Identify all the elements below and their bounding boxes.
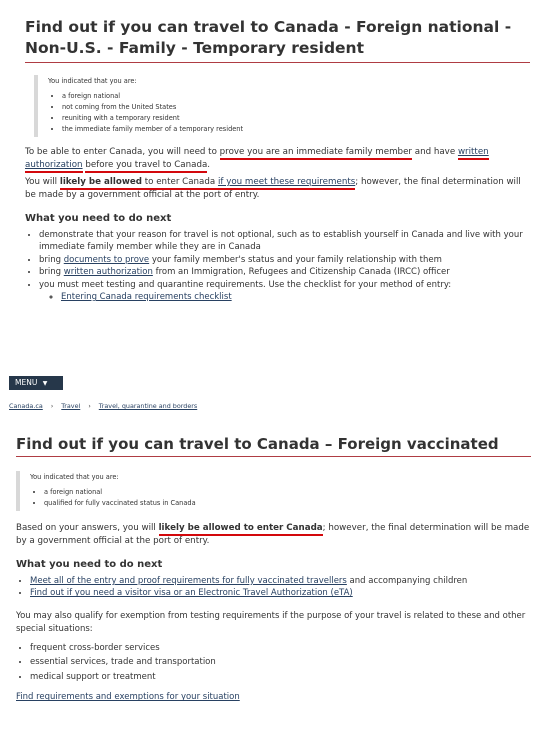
list-item: • frequent cross-border services — [30, 641, 531, 656]
breadcrumb-travel-quarantine[interactable]: Travel, quarantine and borders — [98, 402, 198, 410]
text: and have — [411, 147, 458, 157]
answers-list — [30, 487, 531, 509]
answer-item: • a foreign national — [62, 91, 530, 102]
determination-paragraph-2 — [16, 522, 531, 547]
visa-eta-link[interactable]: Find out if you need a visitor visa or an Electronic Travel Authorization (eTA) — [30, 588, 353, 599]
answers-summary — [34, 75, 530, 137]
list-item — [39, 254, 530, 266]
next-steps-heading: What you need to do next — [25, 213, 172, 224]
text: Based on your answers, you will — [16, 523, 159, 533]
text: your family member's status and your family relationship with them — [149, 254, 442, 265]
exemption-paragraph: You may also qualify for exemption from testing requirements if the purpose of your travel is related to these and other special situations: — [16, 610, 526, 634]
text: bring — [39, 254, 64, 265]
page-title: Find out if you can travel to Canada - Foreign national - Non-U.S. - Family - Temporary resident — [25, 17, 530, 63]
likely-allowed-text: likely be allowed — [60, 177, 142, 190]
text: You will — [25, 177, 60, 187]
next-steps-list-2 — [16, 575, 531, 600]
text: ; however, the final determination will be made by a government official at the port of entry. — [16, 523, 530, 546]
entry-requirements-link[interactable]: Meet all of the entry and proof requirements for fully vaccinated travellers — [30, 576, 347, 586]
breadcrumb-travel[interactable]: Travel — [61, 402, 81, 410]
breadcrumb — [9, 402, 201, 410]
section-temporary-resident — [25, 0, 530, 303]
menu-label: MENU — [15, 378, 38, 387]
likely-allowed-text: likely be allowed to enter Canada — [159, 523, 323, 536]
chevron-down-icon: ▼ — [42, 380, 48, 387]
checklist-link[interactable]: Entering Canada requirements checklist — [61, 292, 232, 303]
menu-button[interactable] — [9, 376, 63, 390]
list-item — [39, 279, 530, 304]
text: bring — [39, 267, 64, 278]
answer-item: • reuniting with a temporary resident — [62, 113, 530, 124]
determination-paragraph — [25, 176, 530, 201]
answer-item: • the immediate family member of a temporary resident — [62, 124, 530, 135]
text: to enter Canada — [142, 177, 218, 190]
next-steps-list — [25, 229, 530, 303]
section-foreign-vaccinated — [16, 434, 531, 702]
sub-list — [39, 291, 530, 303]
written-authorization-link-2[interactable]: written authorization — [63, 267, 153, 278]
list-item: • essential services, trade and transportation — [30, 655, 531, 670]
text: you must meet testing and quarantine requirements. Use the checklist for your method of entry: — [39, 279, 452, 290]
answer-item: • not coming from the United States — [62, 102, 530, 113]
chevron-right-icon: › — [88, 403, 91, 410]
answer-item: • a foreign national — [44, 487, 531, 498]
find-requirements-link[interactable]: Find requirements and exemptions for your situation — [16, 692, 240, 703]
meet-requirements-link[interactable]: if you meet these requirements — [218, 177, 355, 190]
list-item — [30, 587, 531, 599]
final-link-paragraph — [16, 692, 531, 702]
answers-label: You indicated that you are: — [48, 77, 137, 85]
list-item: • medical support or treatment — [30, 670, 531, 685]
text: and accompanying children — [346, 576, 468, 586]
situations-list — [16, 641, 531, 685]
list-item — [30, 575, 531, 587]
chevron-right-icon: › — [50, 403, 54, 410]
answers-summary-2 — [16, 471, 531, 511]
text: ; however, the final determination will be made by a government official at the port of entry. — [25, 177, 521, 200]
answers-label: You indicated that you are: — [30, 473, 119, 481]
list-item: • demonstrate that your reason for travel is not optional, such as to establish yourself in Canada and live with your immediate family member while they are in Canada — [39, 229, 530, 254]
breadcrumb-canada[interactable]: Canada.ca — [9, 402, 43, 410]
page-title-2: Find out if you can travel to Canada – Foreign vaccinated — [16, 434, 531, 457]
documents-to-prove-link[interactable]: documents to prove — [63, 254, 150, 265]
text: . — [207, 159, 211, 170]
written-authorization-link[interactable]: written authorization — [25, 147, 489, 173]
underlined-before-travel: before you travel to Canada — [85, 160, 207, 173]
answers-list — [48, 91, 530, 135]
answer-item: • qualified for fully vaccinated status in Canada — [44, 498, 531, 509]
next-steps-heading-2: What you need to do next — [16, 559, 163, 570]
list-item — [39, 266, 530, 278]
requirement-paragraph — [25, 146, 530, 171]
sub-list-item — [61, 291, 530, 303]
text: To be able to enter Canada, you will need to — [25, 147, 220, 157]
text: from an Immigration, Refugees and Citizenship Canada (IRCC) officer — [152, 267, 450, 278]
underlined-prove-family: prove you are an immediate family member — [220, 147, 412, 160]
